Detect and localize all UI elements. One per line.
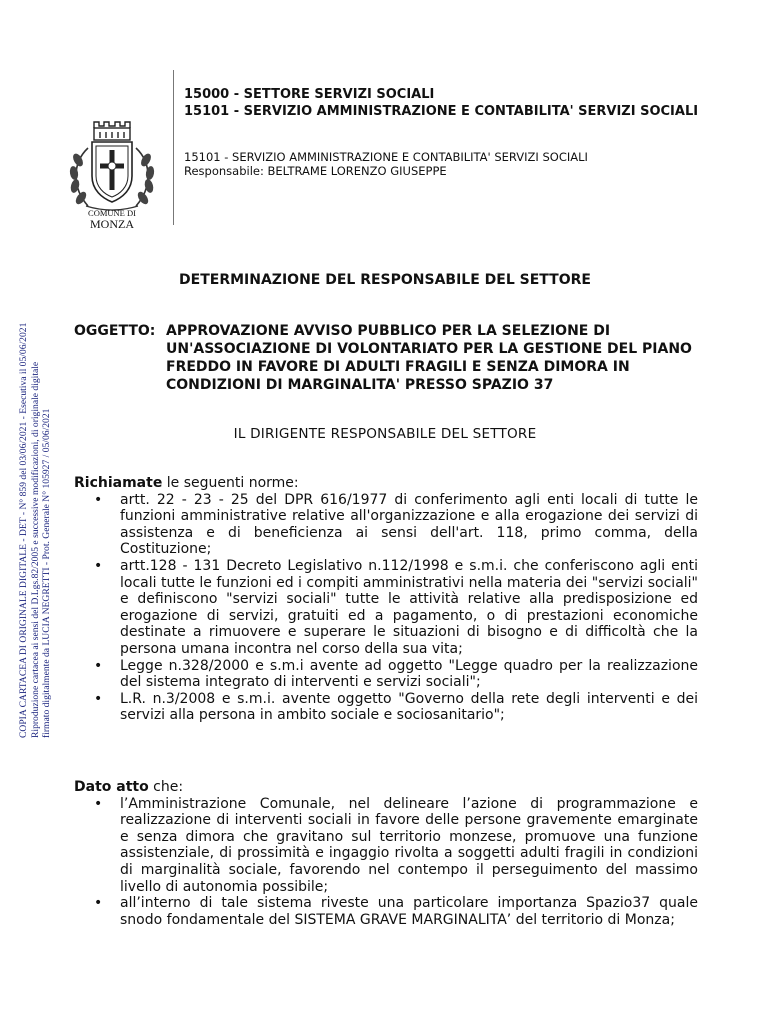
logo-caption-line2: MONZA [90, 217, 134, 230]
list-item-text: Legge n.328/2000 e s.m.i avente ad oggetto "Legge quadro per la realizzazione del sistema integrato di interventi e servizi sociali"; [120, 657, 698, 691]
header-divider [173, 70, 174, 225]
dato-atto-heading [74, 779, 698, 796]
bullet-icon: • [94, 491, 103, 508]
side-stamp [18, 258, 68, 738]
service-subtitle: 15101 - SERVIZIO AMMINISTRAZIONE E CONTABILITA' SERVIZI SOCIALI [184, 150, 588, 164]
header-subtitle [184, 150, 588, 178]
list-item [74, 796, 698, 896]
list-item-text: all’interno di tale sistema riveste una particolare importanza Spazio37 quale snodo fondamentale del SISTEMA GRAVE MARGINALITA’ del territorio di Monza; [120, 895, 698, 928]
list-item [74, 895, 698, 928]
header-titles [184, 86, 724, 120]
sector-title: 15000 - SETTORE SERVIZI SOCIALI [184, 87, 435, 102]
list-item-text: l’Amministrazione Comunale, nel delineare l’azione di programmazione e realizzazione di interventi sociali in favore delle persone gravemente emarginate e senza dimora che gravitano sul territorio monzese, promuove una funzione assistenziale, di prossimità e ingaggio rivolta a soggetti adulti fragili in condizioni di marginalità sociale, favorendo nel contempo il perseguimento del massimo livello di autonomia possibile; [120, 795, 698, 895]
dirigente-heading: IL DIRIGENTE RESPONSABILE DEL SETTORE [233, 426, 537, 442]
bullet-icon: • [94, 895, 103, 912]
bullet-icon: • [94, 690, 103, 707]
richiamate-heading-bold: Richiamate [74, 475, 163, 491]
dato-atto-heading-bold: Dato atto [74, 779, 149, 795]
richiamate-heading [74, 475, 698, 492]
side-stamp-line2: Riproduzione cartacea ai sensi del D.Lgs.82/2005 e successive modificazioni, di originale digitale [29, 361, 41, 738]
richiamate-heading-rest: le seguenti norme: [162, 475, 299, 491]
service-title: 15101 - SERVIZIO AMMINISTRAZIONE E CONTABILITA' SERVIZI SOCIALI [184, 104, 699, 119]
side-stamp-line1: COPIA CARTACEA DI ORIGINALE DIGITALE - DET - N° 859 del 03/06/2021 - Esecutiva il 05/06/2021 [18, 322, 29, 738]
bullet-icon: • [94, 557, 103, 574]
responsible-name: Responsabile: BELTRAME LORENZO GIUSEPPE [184, 164, 447, 178]
dato-atto-section [74, 779, 698, 928]
bullet-icon: • [94, 795, 103, 812]
oggetto-text: APPROVAZIONE AVVISO PUBBLICO PER LA SELEZIONE DI UN'ASSOCIAZIONE DI VOLONTARIATO PER LA GESTIONE DEL PIANO FREDDO IN FAVORE DI ADULTI FRAGILI E SENZA DIMORA IN CONDIZIONI DI MARGINALITA' PRESSO SPAZIO 37 [166, 323, 692, 393]
side-stamp-line3: firmato digitalmente da LUCIA NEGRETTI - Prot. Generale N° 105927 / 05/06/2021 [41, 408, 53, 738]
oggetto-label: OGGETTO: [74, 323, 156, 339]
list-item [74, 658, 698, 691]
logo-caption-line1: COMUNE DI [88, 208, 136, 218]
list-item [74, 691, 698, 724]
comune-di-monza-logo [66, 118, 158, 230]
oggetto-block [74, 322, 714, 394]
dato-atto-heading-rest: che: [148, 779, 184, 795]
list-item [74, 558, 698, 658]
list-item-text: artt. 22 - 23 - 25 del DPR 616/1977 di conferimento agli enti locali di tutte le funzioni amministrative relative all'organizzazione e alla erogazione dei servizi di assistenza e di beneficienza ai sensi dell'art. 118, primo comma, della Costituzione; [120, 491, 698, 558]
document-title: DETERMINAZIONE DEL RESPONSABILE DEL SETTORE [179, 272, 591, 288]
list-item-text: artt.128 - 131 Decreto Legislativo n.112/1998 e s.m.i. che conferiscono agli enti locali tutte le funzioni ed i compiti amministrativi nella materia dei "servizi sociali" e definiscono "servizi sociali" tutte le attività relative alla predisposizione ed erogazione di servizi, gratuiti ed a pagamento, o di prestazioni economiche destinate a rimuovere e superare le situazioni di bisogno e di difficoltà che la persona umana incontra nel corso della sua vita; [120, 557, 698, 657]
list-item-text: L.R. n.3/2008 e s.m.i. avente oggetto "Governo della rete degli interventi e dei servizi alla persona in ambito sociale e sociosanitario"; [120, 690, 698, 724]
richiamate-section [74, 475, 698, 724]
bullet-icon: • [94, 657, 103, 674]
list-item [74, 492, 698, 558]
